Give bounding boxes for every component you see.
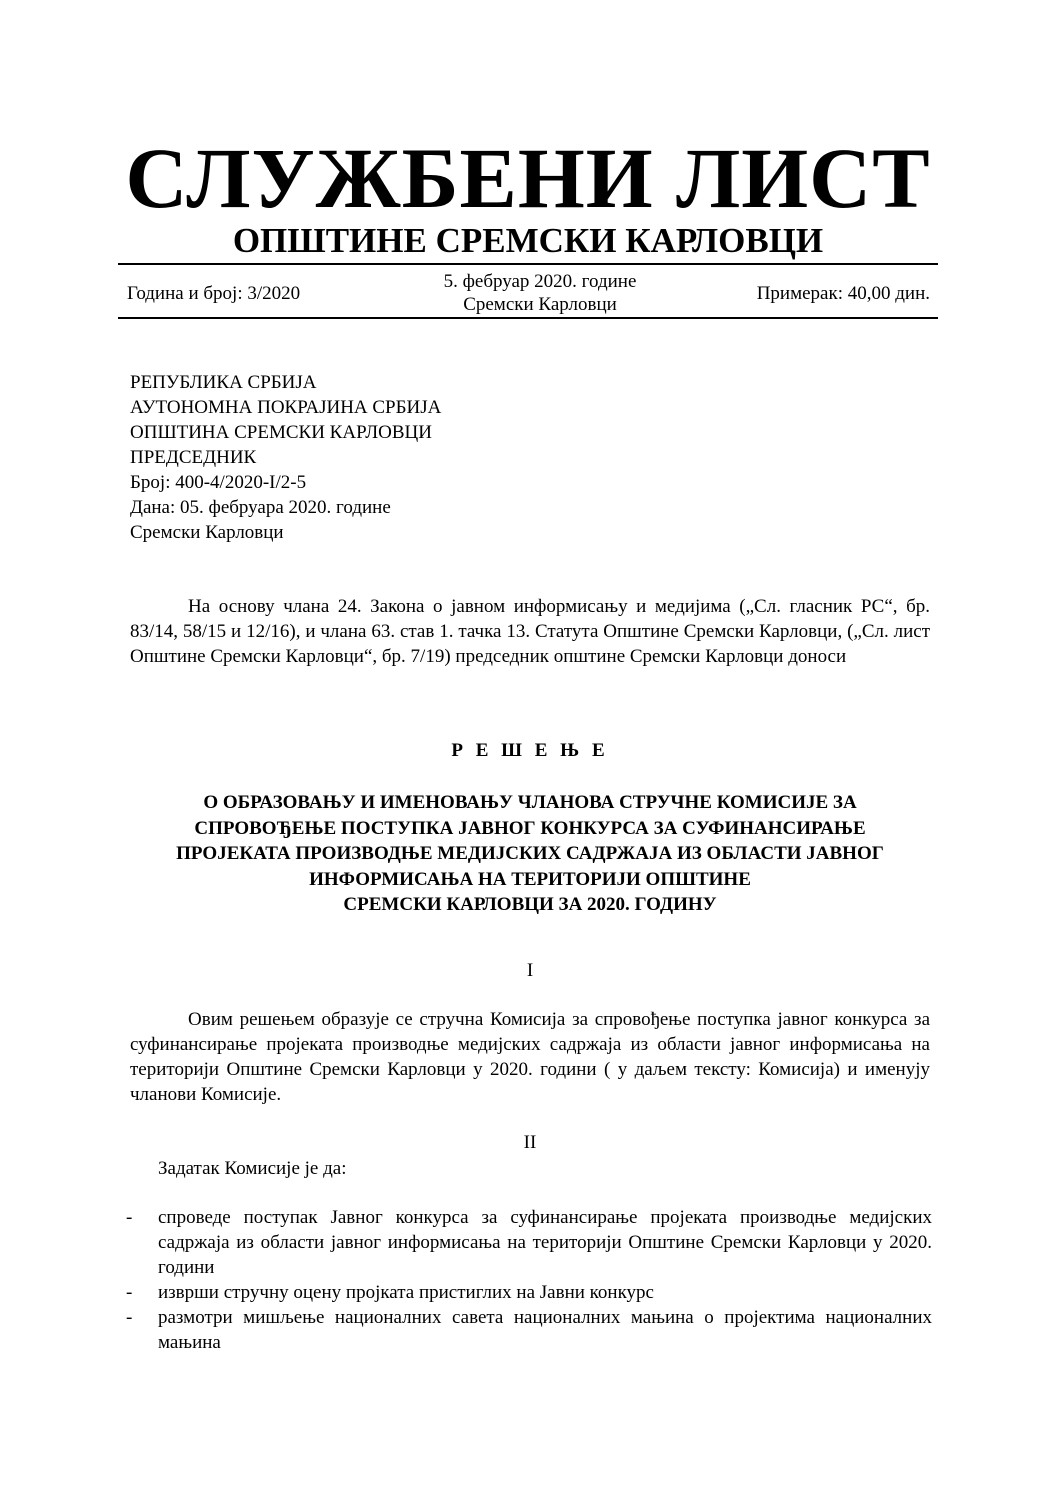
decision-title-line: ИНФОРМИСАЊА НА ТЕРИТОРИЈИ ОПШТИНЕ — [309, 868, 751, 890]
issuer-province: АУТОНОМНА ПОКРАЈИНА СРБИЈА — [130, 397, 442, 418]
issue-date-place — [400, 270, 680, 316]
decision-heading: Р Е Ш Е Њ Е — [451, 740, 609, 761]
list-item-text: изврши стручну оцену пројката пристиглих на Јавни конкурс — [158, 1282, 654, 1303]
list-item-text: размотри мишљење националних савета националних мањина о пројектима националних мањина — [158, 1307, 932, 1353]
issue-place: Сремски Карловци — [463, 294, 617, 315]
list-dash: - — [126, 1307, 133, 1328]
document-place: Сремски Карловци — [130, 522, 284, 543]
section-1-number: I — [526, 960, 534, 981]
section-2-intro: Задатак Комисије је да: — [158, 1158, 347, 1179]
top-divider — [118, 263, 938, 265]
preamble-paragraph: На основу члана 24. Закона о јавном информисању и медијима („Сл. гласник РС“, бр. 83/14, 58/15 и 12/16), и члана 63. став 1. тачка 13. Статута Општине Сремски Карловци, („Сл. лист Општине Сремски Карловци“, бр. 7/19) председник општине Сремски Карловци доноси — [130, 596, 930, 667]
decision-title-line: О ОБРАЗОВАЊУ И ИМЕНОВАЊУ ЧЛАНОВА СТРУЧНЕ КОМИСИЈЕ ЗА — [203, 792, 857, 813]
list-item — [126, 1280, 932, 1305]
list-item-text: спроведе поступак Јавног конкурса за суфинансирање пројеката производње медијских садржаја из области јавног информисања на територији Општине Сремски Карловци у 2020. години — [158, 1207, 932, 1278]
decision-title-line: ПРОЈЕКАТА ПРОИЗВОДЊЕ МЕДИЈСКИХ САДРЖАЈА ИЗ ОБЛАСТИ ЈАВНОГ — [176, 843, 884, 864]
issuer-municipality: ОПШТИНА СРЕМСКИ КАРЛОВЦИ — [130, 422, 432, 443]
issue-year-number: Година и број: 3/2020 — [127, 283, 301, 304]
document-date: Дана: 05. фебруара 2020. године — [130, 497, 391, 518]
issuer-header — [130, 370, 441, 545]
gazette-title: СЛУЖБЕНИ ЛИСТ — [125, 130, 931, 226]
issuer-office: ПРЕДСЕДНИК — [130, 447, 257, 468]
list-dash: - — [126, 1207, 133, 1228]
decision-title — [130, 790, 930, 918]
section-1-text: Овим решењем образује се стручна Комисија за спровођење поступка јавног конкурса за суфинансирање пројеката производње медијских садржаја из области јавног информисања на територији Општине Сремски Карловци у 2020. години ( у даљем тексту: Комисија) и именују чланови Комисије. — [130, 1009, 930, 1105]
list-dash: - — [126, 1282, 133, 1303]
issue-date: 5. фебруар 2020. године — [443, 271, 637, 292]
issuer-country: РЕПУБЛИКА СРБИЈА — [130, 372, 317, 393]
task-list — [126, 1205, 932, 1355]
issue-price: Примерак: 40,00 дин. — [756, 283, 930, 304]
section-2-number: II — [523, 1132, 537, 1153]
decision-title-line: СРЕМСКИ КАРЛОВЦИ ЗА 2020. ГОДИНУ — [343, 894, 717, 915]
list-item — [126, 1305, 932, 1355]
gazette-subtitle: ОПШТИНЕ СРЕМСКИ КАРЛОВЦИ — [232, 221, 824, 260]
bottom-divider — [118, 317, 938, 319]
document-number: Број: 400-4/2020-I/2-5 — [130, 472, 307, 493]
decision-title-line: СПРОВОЂЕЊЕ ПОСТУПКА ЈАВНОГ КОНКУРСА ЗА СУФИНАНСИРАЊЕ — [194, 817, 866, 839]
list-item — [126, 1205, 932, 1280]
